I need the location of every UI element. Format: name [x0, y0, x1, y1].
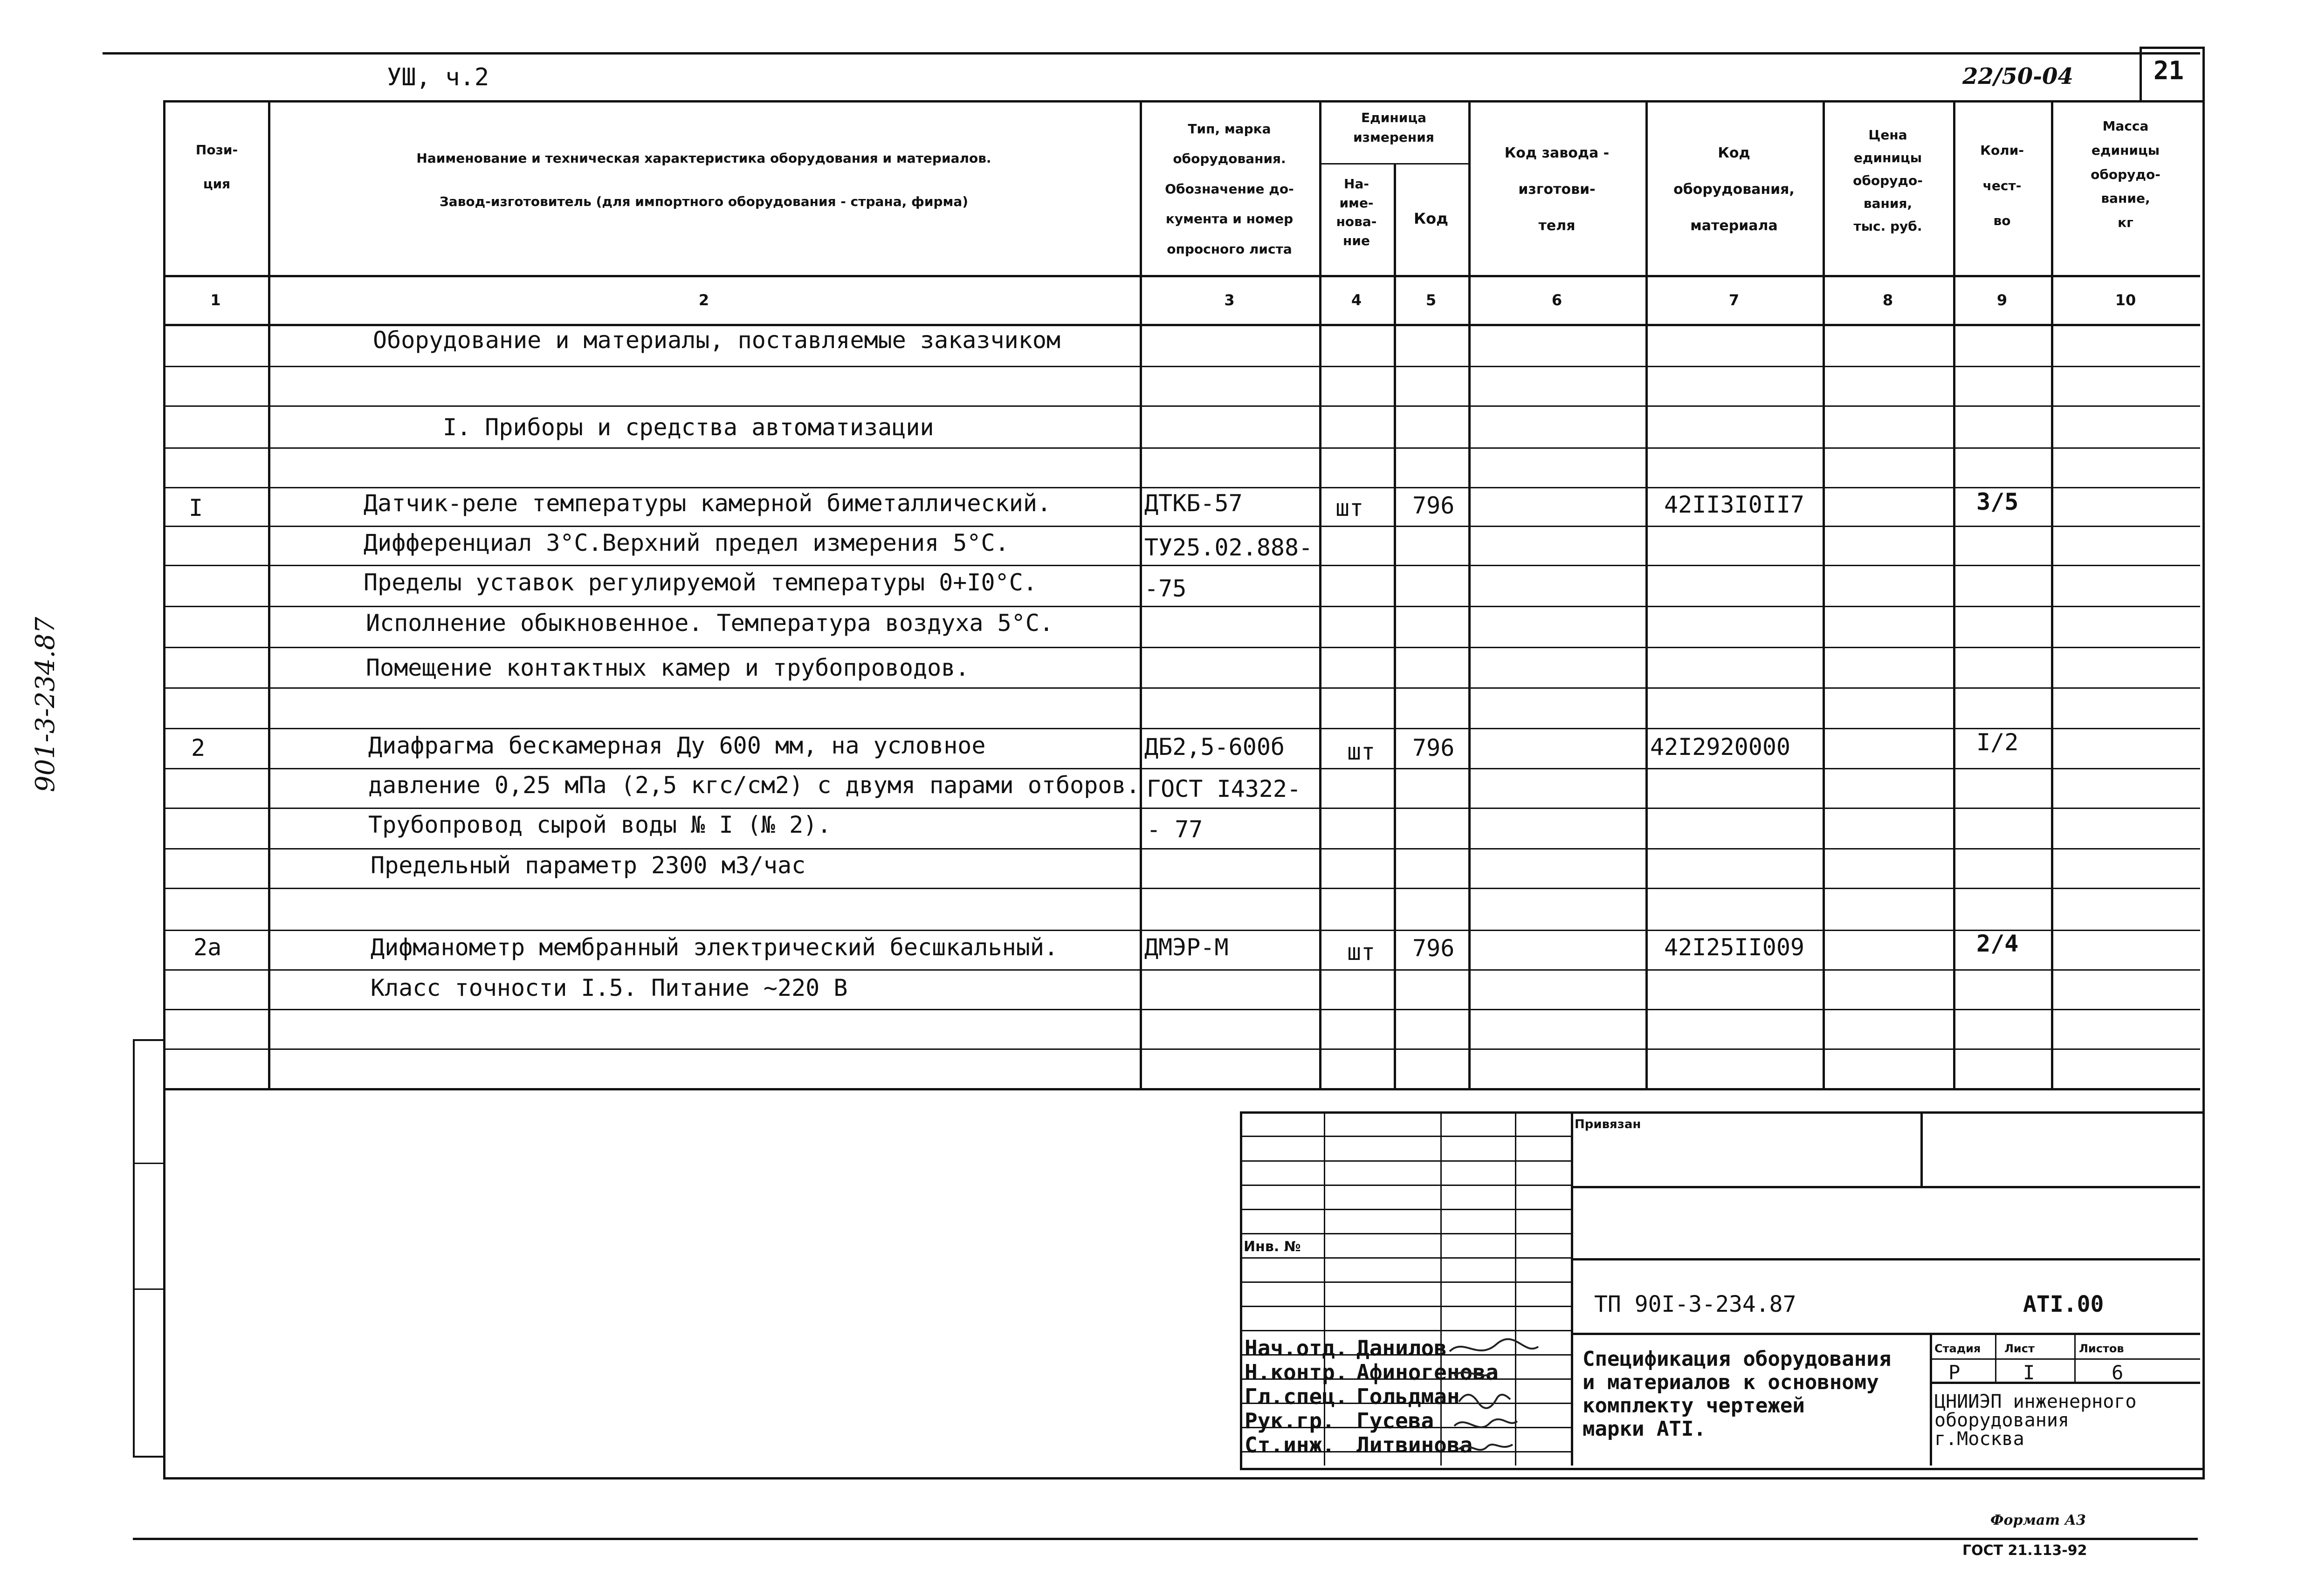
table-row-line: [163, 1009, 2200, 1010]
table-row-line: [163, 848, 2200, 849]
colnum-2: 2: [698, 291, 709, 309]
sheet-label: Лист: [2004, 1342, 2035, 1355]
table-row-line: [163, 526, 2200, 527]
row-name: Датчик-реле температуры камерной биметаллический.: [364, 490, 1052, 517]
side-code: 901-3-234.87: [30, 616, 61, 792]
table-row-line: [163, 687, 2200, 689]
role-3: Гл.спец.: [1245, 1384, 1348, 1409]
header-name: Наименование и техническая характеристика оборудования и материалов. Завод-изготовитель (для импортного оборудования - страна, фирма): [416, 151, 991, 210]
row-type: ДТКБ-57: [1144, 490, 1243, 517]
description-4: марки АТI.: [1583, 1417, 1706, 1441]
header-price: Цена единицы оборудо- вания, тыс. руб.: [1853, 127, 1923, 234]
header-unit: Единица измерения: [1353, 110, 1434, 145]
name-4: Гусева: [1356, 1408, 1434, 1433]
row-type: ДБ2,5-600б: [1144, 733, 1285, 760]
colnum-6: 6: [1551, 291, 1562, 309]
table-row-line: [163, 969, 2200, 971]
row-type: - 77: [1147, 816, 1203, 843]
colnum-5: 5: [1425, 291, 1437, 309]
header-manufacturer-code: Код завода - изготови- теля: [1504, 145, 1610, 234]
colnum-1: 1: [210, 291, 221, 309]
table-row-line: [163, 888, 2200, 889]
row-equipment-code: 42I2920000: [1650, 733, 1791, 760]
role-1: Нач.отд.: [1245, 1336, 1348, 1361]
table-row-line: [163, 447, 2200, 449]
table-row-line: [163, 728, 2200, 729]
name-3: Гольдман: [1356, 1384, 1460, 1409]
name-1: Данилов: [1356, 1336, 1447, 1361]
row-pos: 2а: [193, 934, 222, 961]
header-quantity: Коли- чест- во: [1980, 143, 2024, 229]
header-position: Пози- ция: [195, 142, 238, 192]
colnum-3: 3: [1224, 291, 1235, 309]
table-row-line: [163, 930, 2200, 931]
table-row-line: [163, 487, 2200, 488]
row-name: Дифференциал 3°С.Верхний предел измерения 5°С.: [364, 529, 1009, 556]
inv-label: Инв. №: [1244, 1239, 1301, 1255]
organization-2: оборудования: [1934, 1410, 2069, 1431]
doc-code: 22/50-04: [1962, 63, 2073, 89]
stage-value: Р: [1948, 1361, 1961, 1384]
sheet-value: I: [2023, 1361, 2035, 1384]
description-3: комплекту чертежей: [1583, 1394, 1805, 1418]
row-type: ГОСТ I4322-: [1147, 775, 1301, 802]
role-2: Н.контр.: [1245, 1360, 1348, 1385]
table-row-line: [163, 565, 2200, 566]
table-row-line: [163, 1088, 2200, 1090]
header-unit-code: Код: [1414, 210, 1448, 227]
row-name: Предельный параметр 2300 м3/час: [371, 852, 806, 879]
sheets-value: 6: [2112, 1361, 2124, 1384]
margin-strip: [133, 1039, 165, 1458]
sheet-number: 21: [2154, 56, 2184, 85]
format-label: Формат А3: [1990, 1512, 2086, 1528]
row-name: Класс точности I.5. Питание ~220 В: [371, 974, 848, 1001]
row-section: I. Приборы и средства автоматизации: [443, 414, 934, 441]
header-unit-name: На- име- нова- ние: [1336, 176, 1377, 248]
header-type: Тип, марка оборудования. Обозначение до- кумента и номер опросного листа: [1165, 121, 1294, 257]
colnum-9: 9: [1996, 291, 2008, 309]
stage-label: Стадия: [1934, 1342, 1981, 1355]
row-code: 796: [1412, 492, 1455, 519]
row-pos: 2: [191, 734, 206, 761]
colnum-4: 4: [1351, 291, 1362, 309]
header-equipment-code: Код оборудования, материала: [1673, 145, 1795, 234]
gost-label: ГОСТ 21.113-92: [1962, 1542, 2087, 1559]
row-type: ТУ25.02.888-: [1144, 534, 1313, 561]
organization-1: ЦНИИЭП инженерного: [1934, 1391, 2137, 1412]
description-2: и материалов к основному: [1583, 1370, 1879, 1394]
row-name: Пределы уставок регулируемой температуры 0+I0°С.: [364, 569, 1037, 596]
table-row-line: [163, 808, 2200, 809]
row-type: ДМЭР-М: [1144, 934, 1229, 961]
row-quantity: I/2: [1976, 729, 2019, 756]
colnum-10: 10: [2115, 291, 2136, 309]
table-row-line: [163, 768, 2200, 769]
row-code: 796: [1412, 734, 1455, 761]
colnum-8: 8: [1882, 291, 1893, 309]
row-code: 796: [1412, 935, 1455, 962]
organization-3: г.Москва: [1934, 1428, 2024, 1450]
row-name: давление 0,25 мПа (2,5 кгс/см2) с двумя парами отборов.: [368, 772, 1140, 799]
row-unit: шт: [1335, 494, 1364, 521]
row-type: -75: [1144, 575, 1187, 602]
row-name: Дифманометр мембранный электрический бесшкальный.: [371, 934, 1059, 961]
drawing-mark: АТI.00: [2023, 1291, 2104, 1317]
row-unit: шт: [1347, 938, 1376, 966]
header-mass: Масса единицы оборудо- вание, кг: [2091, 118, 2161, 231]
table-row-line: [163, 1048, 2200, 1050]
row-name: Трубопровод сырой воды № I (№ 2).: [368, 811, 832, 838]
row-name: Исполнение обыкновенное. Температура воздуха 5°С.: [366, 610, 1054, 637]
signature-marks: [1445, 1333, 1585, 1468]
table-row-line: [163, 366, 2200, 367]
row-quantity: 3/5: [1976, 488, 2019, 515]
description-1: Спецификация оборудования: [1583, 1347, 1892, 1371]
privyazan-label: Привязан: [1575, 1117, 1641, 1131]
table-row-line: [163, 647, 2200, 648]
sheets-label: Листов: [2079, 1342, 2124, 1355]
role-5: Ст.инж.: [1245, 1432, 1335, 1458]
project-number: ТП 90I-3-234.87: [1594, 1291, 1796, 1317]
colnum-7: 7: [1728, 291, 1740, 309]
section-label: УШ, ч.2: [387, 63, 489, 91]
name-5: Литвинова: [1356, 1432, 1473, 1458]
row-unit: шт: [1347, 738, 1376, 765]
row-pos: I: [189, 494, 203, 521]
row-quantity: 2/4: [1976, 930, 2019, 957]
row-name: Диафрагма бескамерная Ду 600 мм, на условное: [368, 732, 986, 759]
role-4: Рук.гр.: [1245, 1408, 1335, 1433]
table-row-line: [163, 405, 2200, 407]
row-equipment-code: 42I25II009: [1664, 934, 1805, 961]
table-row-line: [163, 606, 2200, 607]
row-equipment-code: 42II3I0II7: [1664, 491, 1805, 518]
name-2: Афиногенова: [1356, 1360, 1499, 1385]
row-name: Помещение контактных камер и трубопроводов.: [366, 654, 970, 681]
row-heading: Оборудование и материалы, поставляемые заказчиком: [373, 327, 1061, 354]
